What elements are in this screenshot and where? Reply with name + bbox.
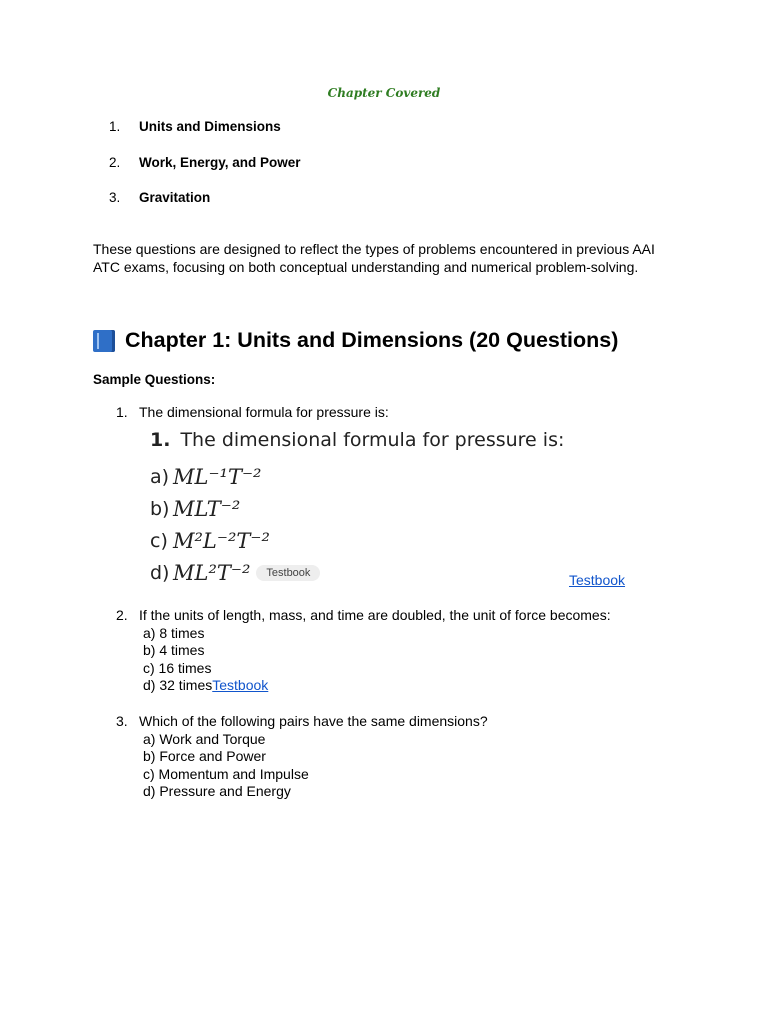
option-item: b) 4 times [143, 642, 205, 658]
chapter-number: 2. [109, 154, 121, 170]
formula-image-heading-text: The dimensional formula for pressure is: [180, 429, 565, 451]
formula-option [150, 557, 630, 589]
chapter-heading-text: Chapter 1: Units and Dimensions (20 Questions) [125, 328, 619, 352]
option-list [143, 625, 611, 695]
chapter-number: 1. [109, 119, 121, 134]
formula-option-label: a) [150, 466, 170, 488]
question-3 [116, 713, 488, 801]
question-text: If the units of length, mass, and time are doubled, the unit of force becomes: [139, 607, 611, 623]
formula-option-expression: MLT⁻² [173, 497, 241, 521]
question-1 [116, 404, 389, 422]
formula-option-expression: ML²T⁻² [173, 561, 251, 585]
formula-image-number: 1. [150, 429, 171, 451]
question-number: 3. [116, 713, 128, 729]
formula-image [150, 429, 630, 589]
book-icon [93, 330, 115, 352]
chapter-list-item [93, 190, 301, 226]
question-text: Which of the following pairs have the same dimensions? [139, 713, 488, 729]
option-item: d) Pressure and Energy [143, 783, 291, 799]
chapter-number: 3. [109, 190, 121, 205]
chapter-label: Units and Dimensions [139, 119, 281, 134]
chapter-heading [93, 328, 618, 353]
question-2 [116, 607, 611, 695]
formula-option [150, 525, 630, 557]
question-text: The dimensional formula for pressure is: [139, 404, 389, 420]
formula-image-heading [150, 429, 630, 461]
chapter-list-item [93, 155, 301, 191]
formula-option-label: c) [150, 530, 168, 552]
source-chip: Testbook [256, 565, 320, 581]
testbook-link[interactable]: Testbook [212, 677, 269, 693]
chapter-covered-title: Chapter Covered [327, 86, 441, 100]
option-item: c) Momentum and Impulse [143, 765, 309, 782]
option-item: a) Work and Torque [143, 730, 266, 747]
formula-option-label: d) [150, 562, 170, 584]
intro-paragraph: These questions are designed to reflect the types of problems encountered in previous AAI ATC exams, focusing on both conceptual understanding and numerical problem-solving. [93, 241, 655, 275]
option-item: a) 8 times [143, 624, 205, 641]
formula-option [150, 461, 630, 493]
question-number: 1. [116, 404, 128, 420]
formula-option-label: b) [150, 498, 170, 520]
question-number: 2. [116, 607, 128, 623]
chapter-list-item [93, 119, 301, 155]
chapter-list [93, 119, 301, 226]
formula-option-expression: ML⁻¹T⁻² [173, 465, 262, 489]
chapter-label: Gravitation [139, 190, 211, 205]
option-item: b) Force and Power [143, 748, 266, 764]
option-list [143, 731, 488, 801]
chapter-label: Work, Energy, and Power [139, 154, 301, 170]
formula-option-expression: M²L⁻²T⁻² [173, 529, 270, 553]
formula-option [150, 493, 630, 525]
option-item: c) 16 times [143, 659, 212, 676]
option-item: d) 32 times [143, 677, 213, 693]
testbook-link[interactable]: Testbook [569, 572, 626, 588]
sample-questions-label: Sample Questions: [93, 372, 216, 387]
